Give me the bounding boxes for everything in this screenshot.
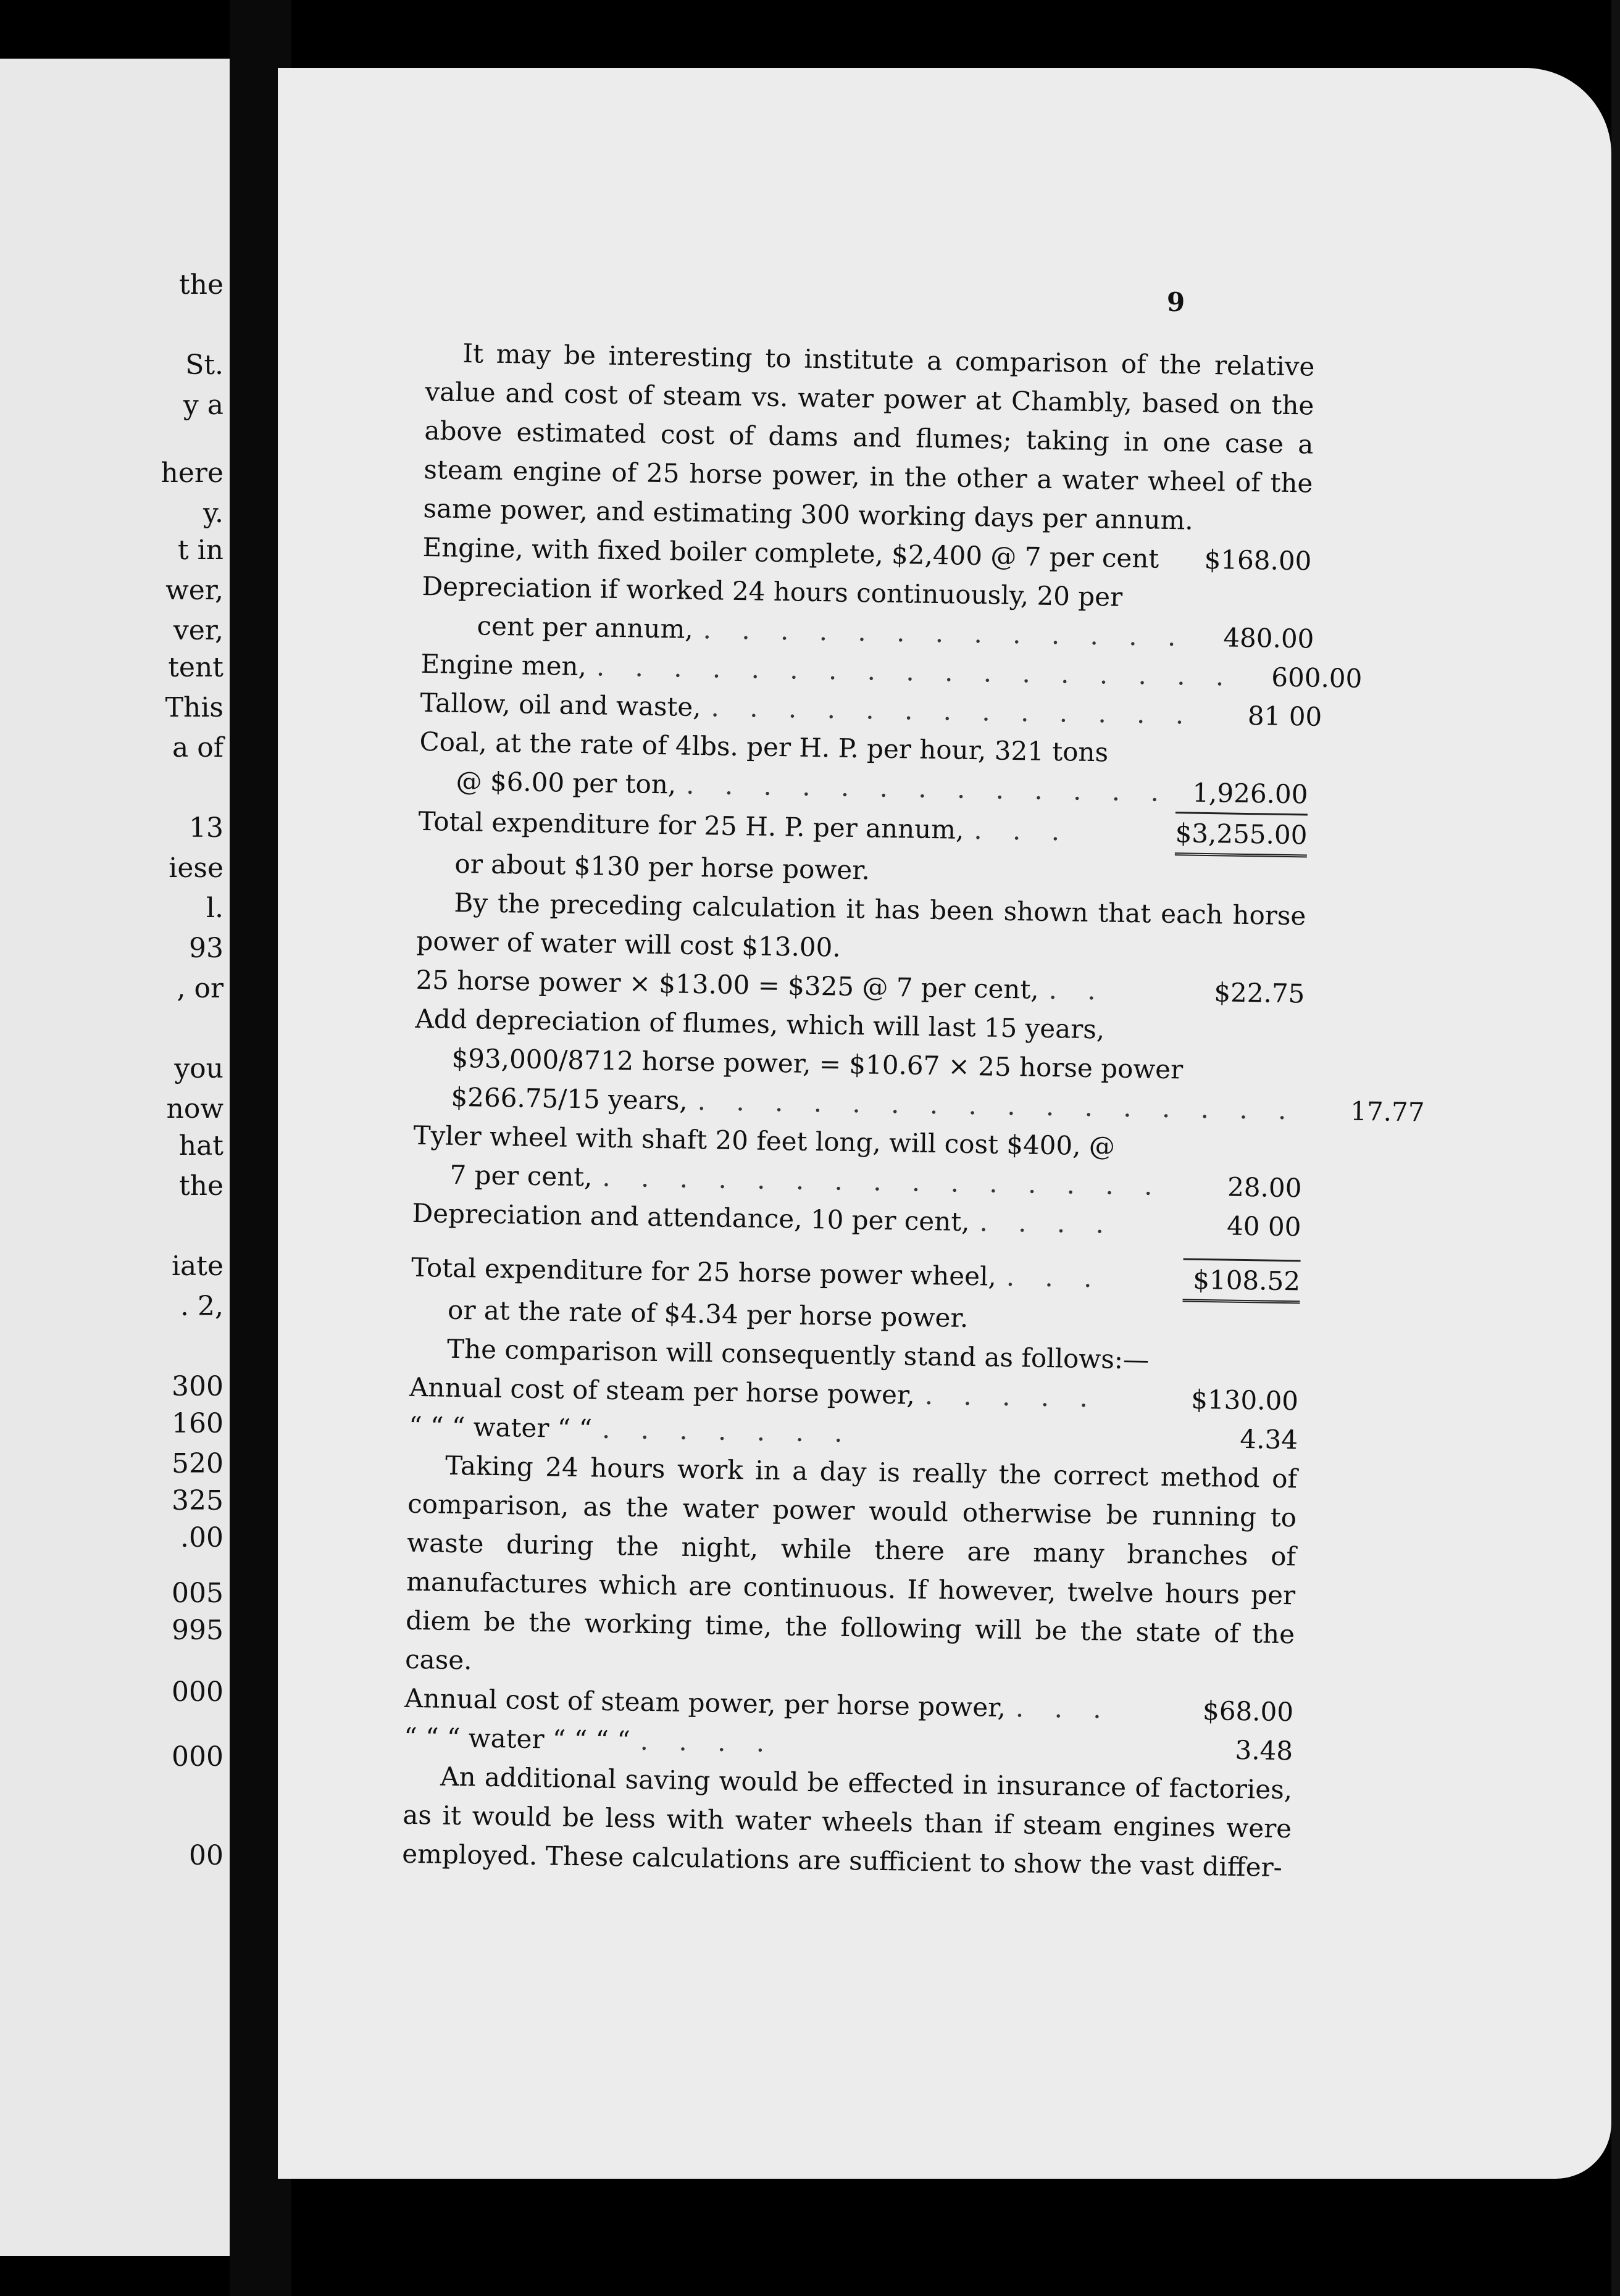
facing-page-text-fragment: , or: [177, 973, 223, 1004]
facing-page-text-fragment: wer,: [165, 575, 223, 606]
water-intro-paragraph: By the preceding calculation it has been shown that each horse power of water will cost $13.00.: [416, 887, 1306, 963]
water-cost-row-leader-dots: [1114, 1039, 1177, 1040]
facing-page-text-fragment: hat: [178, 1130, 223, 1162]
water-cost-row-amount: [1203, 1079, 1320, 1081]
water-cost-row-amount: [1185, 1156, 1302, 1158]
comparison-24h-row-label: Annual cost of steam per horse power,: [409, 1371, 916, 1410]
comparison-24h-row-leader-dots: . . . . .: [924, 1379, 1100, 1413]
facing-page-text-fragment: t in: [177, 534, 223, 566]
steam-cost-row-label: cent per annum,: [477, 610, 694, 644]
facing-page-text-fragment: .00: [180, 1522, 223, 1554]
comparison-24h-row-amount: $130.00: [1190, 1384, 1299, 1416]
facing-page-text-fragment: 93: [189, 933, 223, 964]
comparison-12h-row-amount: $68.00: [1202, 1695, 1294, 1728]
water-total-row: Total expenditure for 25 horse power wheel, . . . $108.52: [411, 1246, 1301, 1304]
steam-cost-row-amount: 600.00: [1271, 662, 1363, 694]
steam-cost-row-leader-dots: . . . . . . . . . . . . .: [711, 692, 1195, 730]
steam-cost-row-label: Depreciation if worked 24 hours continuously, 20 per: [422, 570, 1123, 612]
facing-page-text-fragment: This: [165, 692, 223, 723]
facing-page-text-fragment: now: [166, 1093, 223, 1125]
water-total-amount: $108.52: [1182, 1258, 1300, 1304]
facing-page-text-fragment: 300: [172, 1371, 223, 1402]
page-body: [401, 333, 1425, 1887]
comparison-12h-row-label: Annual cost of steam power, per horse power,: [404, 1682, 1006, 1723]
facing-page-text-fragment: 00: [189, 1840, 223, 1871]
facing-page-text-fragment: 995: [172, 1615, 223, 1646]
document-page: [278, 68, 1611, 2179]
facing-page-text-fragment: here: [161, 457, 223, 489]
steam-cost-row-leader-dots: [1132, 606, 1184, 607]
comparison-24h-row-leader-dots: . . . . . . .: [601, 1413, 854, 1449]
comparison-24h-row-amount: 4.34: [1240, 1423, 1298, 1455]
comparison-24h-row-label: “ “ “ water “ “: [408, 1410, 593, 1444]
water-cost-row-amount: 28.00: [1227, 1171, 1302, 1204]
water-cost-row-amount: [1187, 1039, 1304, 1041]
facing-page-text-fragment: y a: [183, 389, 223, 421]
facing-page-text-fragment: 13: [189, 812, 223, 844]
water-cost-row-label: $93,000/8712 horse power, = $10.67 × 25 horse power: [451, 1042, 1184, 1085]
steam-cost-row-label: Engine, with fixed boiler complete, $2,400 @ 7 per cent: [422, 531, 1159, 574]
water-cost-row-label: Add depreciation of flumes, which will last 15 years,: [415, 1003, 1105, 1045]
page-edge-shadow: [1611, 0, 1620, 2296]
facing-page-text-fragment: l.: [206, 892, 223, 924]
facing-page-fragment: [0, 59, 230, 2256]
steam-cost-row-amount: 81 00: [1247, 700, 1322, 732]
steam-cost-row-leader-dots: [1118, 762, 1181, 763]
steam-cost-row-leader-dots: . . . . . . . . . . . . .: [703, 614, 1187, 652]
water-cost-row-leader-dots: [1125, 1155, 1175, 1156]
facing-page-text-fragment: . 2,: [180, 1291, 223, 1322]
steam-cost-row-label: Coal, at the rate of 4lbs. per H. P. per hour, 321 tons: [419, 726, 1109, 768]
water-cost-row-amount: 17.77: [1350, 1096, 1425, 1128]
comparison-12h-row-leader-dots: . . .: [1015, 1692, 1113, 1724]
water-rate: or at the rate of $4.34 per horse power.: [447, 1294, 969, 1333]
steam-total-amount: $3,255.00: [1175, 812, 1308, 857]
water-cost-row-label: Depreciation and attendance, 10 per cent,: [412, 1197, 970, 1237]
twelve-hours-paragraph: Taking 24 hours work in a day is really the correct method of comparison, as the water power would otherwise be running to waste during the night, while there are many branches of manufactures which are continuous. If however, twelve hours per diem be the working time, the following will be the state of the case.: [404, 1450, 1298, 1676]
facing-page-text-fragment: 000: [172, 1676, 223, 1708]
water-cost-row-label: $266.75/15 years,: [451, 1081, 688, 1116]
steam-cost-table: [419, 528, 1363, 814]
water-cost-table: [412, 960, 1425, 1247]
steam-cost-row-leader-dots: . . . . . . . . . . . . .: [685, 769, 1171, 808]
facing-page-text-fragment: 160: [172, 1408, 223, 1439]
water-cost-row-label: 7 per cent,: [449, 1159, 593, 1192]
facing-page-text-fragment: St.: [185, 349, 223, 381]
water-cost-row-label: 25 horse power × $13.00 = $325 @ 7 per cent,: [415, 964, 1040, 1005]
steam-cost-row-label: Tallow, oil and waste,: [420, 687, 702, 723]
facing-page-text-fragment: you: [174, 1053, 223, 1084]
water-cost-row-amount: 40 00: [1226, 1210, 1301, 1242]
intro-paragraph: It may be interesting to institute a comparison of the relative value and cost of steam vs. water power at Chambly, based on the above estimated cost of dams and flumes; taking in one case a steam engine of 25 horse power, in the other a water wheel of the same power, and estimating 300 working days per annum.: [423, 338, 1315, 536]
facing-page-text-fragment: 325: [172, 1485, 223, 1516]
comparison-12h-row-leader-dots: . . . .: [640, 1725, 776, 1758]
closing-paragraph: An additional saving would be effected in insurance of factories, as it would be less with water wheels than if steam engines were employed. These calculations are sufficient to show the vast differ-: [401, 1761, 1293, 1883]
facing-page-text-fragment: iate: [171, 1250, 223, 1282]
comparison-12h-row-amount: 3.48: [1235, 1734, 1293, 1766]
water-cost-row-leader-dots: . . . .: [979, 1207, 1116, 1239]
steam-cost-row-label: @ $6.00 per ton,: [456, 765, 677, 800]
facing-page-text-fragment: the: [178, 269, 223, 301]
facing-page-text-fragment: ver,: [173, 615, 223, 646]
page-number: 9: [1167, 287, 1185, 317]
water-cost-row-leader-dots: . . . . . . . . . . . . . . .: [602, 1162, 1164, 1201]
steam-cost-row-amount: [1193, 607, 1311, 609]
comparison-12h-row-label: “ “ “ water “ “ “ “: [403, 1721, 631, 1756]
facing-page-text-fragment: 000: [172, 1741, 223, 1773]
facing-page-text-fragment: iese: [169, 852, 223, 884]
steam-cost-row-label: Engine men,: [420, 648, 587, 682]
steam-total-row: Total expenditure for 25 H. P. per annum, . . . $3,255.00: [418, 800, 1308, 858]
comparison-intro: The comparison will consequently stand as follows:—: [446, 1333, 1150, 1375]
comparison-12h-table: [404, 1679, 1294, 1771]
facing-page-text-fragment: y.: [203, 497, 223, 529]
water-cost-row-leader-dots: . .: [1048, 974, 1108, 1006]
water-cost-row-amount: $22.75: [1214, 977, 1305, 1009]
water-cost-row-label: Tyler wheel with shaft 20 feet long, will cost $400, @: [413, 1120, 1116, 1162]
facing-page-text-fragment: tent: [168, 652, 223, 683]
steam-cost-row-amount: $168.00: [1204, 544, 1312, 576]
water-cost-row-leader-dots: . . . . . . . . . . . . . . . .: [697, 1086, 1298, 1126]
steam-rate: or about $130 per horse power.: [454, 848, 871, 886]
steam-cost-row-amount: 1,926.00: [1192, 777, 1308, 810]
facing-page-text-fragment: 520: [172, 1448, 223, 1479]
facing-page-text-fragment: 005: [172, 1578, 223, 1609]
steam-cost-row-leader-dots: . . . . . . . . . . . . . . . . .: [596, 651, 1235, 692]
facing-page-text-fragment: a of: [172, 732, 223, 763]
steam-cost-row-amount: 480.00: [1223, 622, 1314, 654]
steam-cost-row-amount: [1191, 763, 1308, 765]
facing-page-text-fragment: the: [178, 1170, 223, 1202]
comparison-24h-table: [409, 1368, 1299, 1460]
